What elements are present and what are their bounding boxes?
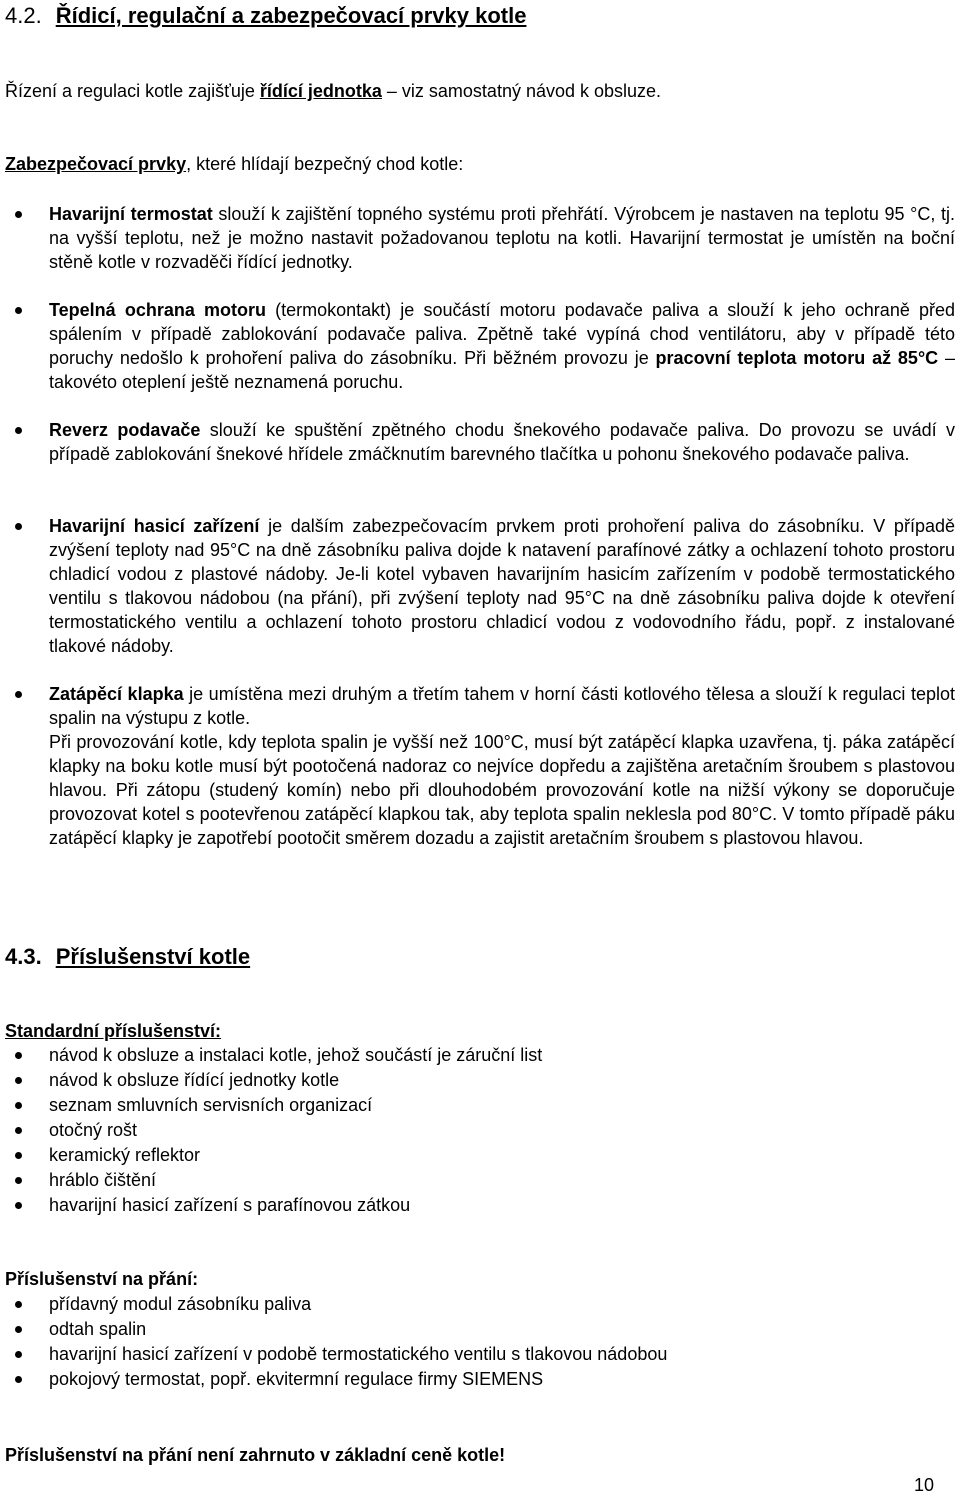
price-note-text: Příslušenství na přání není zahrnuto v základní ceně kotle! bbox=[5, 1445, 506, 1465]
bullet-icon bbox=[15, 1077, 22, 1084]
list-item bbox=[5, 1367, 955, 1392]
item-body-end: – takovéto oteplení ještě neznamená poruchu. bbox=[49, 348, 955, 392]
bullet-icon bbox=[15, 1301, 22, 1308]
bullet-icon bbox=[15, 1351, 22, 1358]
item-title: Reverz podavače bbox=[49, 420, 201, 440]
optional-accessories-list bbox=[5, 1292, 955, 1392]
section-title: Příslušenství kotle bbox=[55, 944, 251, 969]
section-title: Řídicí, regulační a zabezpečovací prvky kotle bbox=[55, 3, 527, 28]
list-item-text: keramický reflektor bbox=[49, 1145, 201, 1165]
intro-text: Řízení a regulaci kotle zajišťuje bbox=[5, 81, 260, 101]
list-item-text: odtah spalin bbox=[49, 1319, 147, 1339]
bullet-icon bbox=[15, 427, 22, 434]
item-body: je dalším zabezpečovacím prvkem proti prohoření paliva do zásobníku. V případě zvýšení teploty nad 95°C na dně zásobníku paliva dojde k natavení parafínové zátky a ochlazení tohoto prostoru chladicí vodou z plastové nádoby. Je-li kotel vybaven havarijním hasicím zařízením v podobě termostatického ventilu s tlakovou nádobou (na přání), při zvýšení teploty nad 95°C na dně zásobníku paliva dojde k otevření termostatického ventilu a ochlazení tohoto prostoru chladicí vodou z vodovodního řádu, popř. z instalované tlakové nádoby. bbox=[49, 516, 955, 656]
bullet-icon bbox=[15, 1376, 22, 1383]
list-item-text: hráblo čištění bbox=[49, 1170, 157, 1190]
list-item-text: návod k obsluze a instalaci kotle, jehož součástí je záruční list bbox=[49, 1045, 543, 1065]
list-item bbox=[5, 1317, 955, 1342]
standard-heading-text: Standardní příslušenství: bbox=[5, 1021, 222, 1041]
control-unit-term: řídící jednotka bbox=[259, 81, 382, 101]
item-title: Havarijní termostat bbox=[49, 204, 213, 224]
standard-accessories-list bbox=[5, 1043, 955, 1218]
item-startup-flap bbox=[5, 682, 955, 850]
list-item bbox=[5, 1093, 955, 1118]
bullet-icon bbox=[15, 523, 22, 530]
bullet-icon bbox=[15, 1102, 22, 1109]
list-item bbox=[5, 1043, 955, 1068]
item-emergency-thermostat bbox=[5, 202, 955, 274]
bullet-icon bbox=[15, 1202, 22, 1209]
list-item-text: pokojový termostat, popř. ekvitermní regulace firmy SIEMENS bbox=[49, 1369, 544, 1389]
standard-accessories-heading bbox=[5, 1019, 221, 1043]
page-number: 10 bbox=[913, 1475, 934, 1495]
item-body: slouží k zajištění topného systému proti přehřátí. Výrobcem je nastaven na teplotu 95 °C, tj. na vyšší teplotu, než je možno nastavit požadovanou teplotu na kotli. Havarijní termostat je umístěn na boční stěně kotle v rozvaděči řídící jednotky. bbox=[49, 204, 955, 272]
item-body: je umístěna mezi druhým a třetím tahem v horní části kotlového tělesa a slouží k regulaci teplot spalin na výstupu z kotle. bbox=[49, 684, 955, 728]
intro-paragraph bbox=[5, 79, 661, 103]
bullet-icon bbox=[15, 691, 22, 698]
list-item bbox=[5, 1193, 955, 1218]
list-item bbox=[5, 1068, 955, 1093]
item-body: (termokontakt) je součástí motoru podavače paliva a slouží k jeho ochraně před spálením v případě zablokování podavače paliva. Zpětně také vypíná chod ventilátoru, aby v případě této poruchy nedošlo k prohoření paliva do zásobníku. Při běžném provozu je bbox=[49, 300, 956, 368]
item-title: Zatápěcí klapka bbox=[49, 684, 184, 704]
safety-intro-paragraph bbox=[5, 152, 463, 176]
bullet-icon bbox=[15, 307, 22, 314]
item-title: Tepelná ochrana motoru bbox=[49, 300, 266, 320]
safety-intro-text: , které hlídají bezpečný chod kotle: bbox=[186, 154, 464, 174]
bullet-icon bbox=[15, 1127, 22, 1134]
item-title: Havarijní hasicí zařízení bbox=[49, 516, 260, 536]
bullet-icon bbox=[15, 1152, 22, 1159]
list-item-text: přídavný modul zásobníku paliva bbox=[49, 1294, 312, 1314]
list-item bbox=[5, 1118, 955, 1143]
section-number: 4.2. bbox=[5, 3, 42, 28]
intro-text-end: – viz samostatný návod k obsluze. bbox=[381, 81, 662, 101]
section-heading-4-2 bbox=[5, 2, 526, 30]
item-feeder-reverse bbox=[5, 418, 955, 466]
item-emergency-extinguisher bbox=[5, 514, 955, 658]
list-item bbox=[5, 1168, 955, 1193]
list-item bbox=[5, 1342, 955, 1367]
bullet-icon bbox=[15, 1177, 22, 1184]
list-item-text: otočný rošt bbox=[49, 1120, 138, 1140]
price-note bbox=[5, 1443, 505, 1467]
item-motor-thermal-protection bbox=[5, 298, 955, 394]
safety-elements-term: Zabezpečovací prvky bbox=[5, 154, 187, 174]
bullet-icon bbox=[15, 211, 22, 218]
list-item-text: havarijní hasicí zařízení s parafínovou zátkou bbox=[49, 1195, 411, 1215]
list-item-text: návod k obsluze řídící jednotky kotle bbox=[49, 1070, 340, 1090]
bullet-icon bbox=[15, 1052, 22, 1059]
item-emphasis: pracovní teplota motoru až 85°C bbox=[655, 348, 939, 368]
item-paragraph-2: Při provozování kotle, kdy teplota spalin je vyšší než 100°C, musí být zatápěcí klapka uzavřena, tj. páka zatápěcí klapky na boku kotle musí být pootočená nadoraz co nejvíce dopředu a zajištěna aretačním šroubem s plastovou hlavou. Při zátopu (studený komín) nebo při dlouhodobém provozování kotle na nižší výkony se doporučuje provozovat kotel s pootevřenou zatápěcí klapkou tak, aby teplota spalin neklesla pod 80°C. V tomto případě páku zatápěcí klapky je zapotřebí pootočit směrem dozadu a zajistit aretačním šroubem s plastovou hlavou. bbox=[49, 732, 955, 848]
section-number: 4.3. bbox=[5, 944, 42, 969]
list-item-text: seznam smluvních servisních organizací bbox=[49, 1095, 373, 1115]
item-paragraph bbox=[49, 682, 955, 730]
optional-accessories-heading bbox=[5, 1267, 198, 1291]
bullet-icon bbox=[15, 1326, 22, 1333]
item-body: slouží ke spuštění zpětného chodu šnekového podavače paliva. Do provozu se uvádí v případě zablokování šnekové hřídele zmáčknutím barevného tlačítka u pohonu šnekového podavače paliva. bbox=[49, 420, 956, 464]
list-item-text: havarijní hasicí zařízení v podobě termostatického ventilu s tlakovou nádobou bbox=[49, 1344, 668, 1364]
list-item bbox=[5, 1292, 955, 1317]
section-heading-4-3 bbox=[5, 943, 250, 971]
list-item bbox=[5, 1143, 955, 1168]
optional-heading-text: Příslušenství na přání: bbox=[5, 1269, 199, 1289]
